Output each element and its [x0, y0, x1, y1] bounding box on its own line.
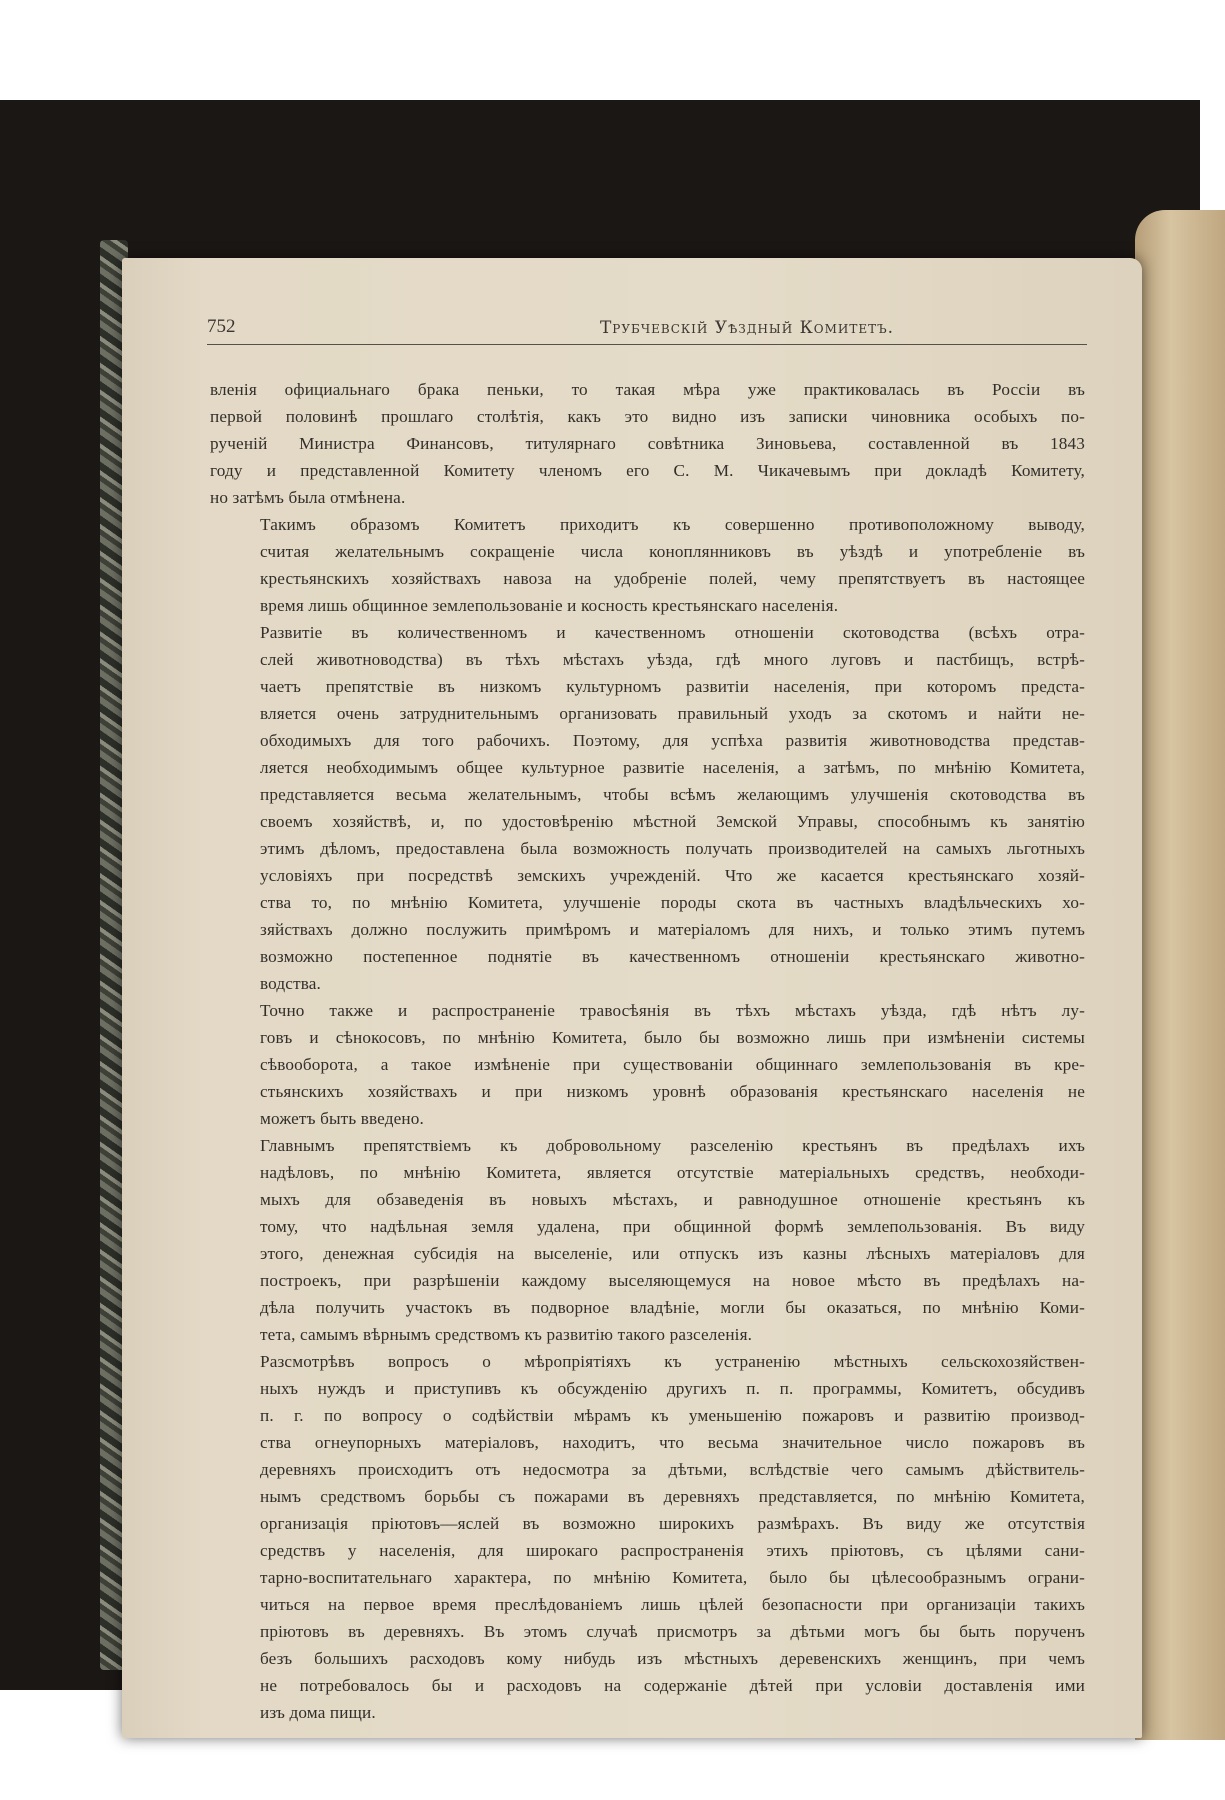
text-line: ляется необходимымъ общее культурное развитіе населенія, а затѣмъ, по мнѣнію Комитета,	[260, 758, 1085, 777]
text-line: крестьянскихъ хозяйствахъ навоза на удобреніе полей, чему препятствуетъ въ настоящее	[260, 569, 1085, 588]
text-line: вляется очень затруднительнымъ организовать правильный уходъ за скотомъ и найти не-	[260, 704, 1085, 723]
text-line: возможно постепенное поднятіе въ качественномъ отношеніи крестьянскаго животно-	[260, 947, 1085, 966]
text-line: ства огнеупорныхъ матеріаловъ, находитъ, что весьма значительное число пожаровъ въ	[260, 1433, 1085, 1452]
paragraph	[210, 1348, 1085, 1726]
body-text	[210, 376, 1085, 1726]
text-line: стьянскихъ хозяйствахъ и при низкомъ уровнѣ образованія крестьянскаго населенія не	[260, 1082, 1085, 1101]
text-line: первой половинѣ прошлаго столѣтія, какъ это видно изъ записки чиновника особыхъ по-	[210, 407, 1085, 426]
text-line: считая желательнымъ сокращеніе числа коноплянниковъ въ уѣздѣ и употребленіе въ	[260, 542, 1085, 561]
page-number: 752	[207, 316, 236, 337]
text-line: мыхъ для обзаведенія въ новыхъ мѣстахъ, и равнодушное отношеніе крестьянъ къ	[260, 1190, 1085, 1209]
text-line: не потребовалось бы и расходовъ на содержаніе дѣтей при условіи доставленія ими	[260, 1676, 1085, 1695]
text-line: своемъ хозяйствѣ, и, по удостовѣренію мѣстной Земской Управы, способнымъ къ занятію	[260, 812, 1085, 831]
text-line: дѣла получить участокъ въ подворное владѣніе, могли бы оказаться, по мнѣнію Коми-	[260, 1298, 1085, 1317]
text-line: организація пріютовъ—яслей въ возможно широкихъ размѣрахъ. Въ виду же отсутствія	[260, 1514, 1085, 1533]
text-line: этого, денежная субсидія на выселеніе, или отпускъ изъ казны лѣсныхъ матеріаловъ для	[260, 1244, 1085, 1263]
text-line: надѣловъ, по мнѣнію Комитета, является отсутствіе матеріальныхъ средствъ, необходи-	[260, 1163, 1085, 1182]
paragraph	[210, 1132, 1085, 1348]
text-line: но затѣмъ была отмѣнена.	[210, 488, 406, 507]
text-line: пріютовъ въ деревняхъ. Въ этомъ случаѣ присмотръ за дѣтьми могъ бы быть порученъ	[260, 1622, 1085, 1641]
text-line: Точно также и распространеніе травосѣянія въ тѣхъ мѣстахъ уѣзда, гдѣ нѣтъ лу-	[260, 1001, 1085, 1020]
text-line: изъ дома пищи.	[260, 1703, 376, 1722]
photo-background	[0, 100, 1200, 1722]
text-line: ныхъ нуждъ и приступивъ къ обсужденію другихъ п. п. программы, Комитетъ, обсудивъ	[260, 1379, 1085, 1398]
text-line: читься на первое время преслѣдованіемъ лишь цѣлей безопасности при организаціи такихъ	[260, 1595, 1085, 1614]
text-line: Разсмотрѣвъ вопросъ о мѣропріятіяхъ къ устраненію мѣстныхъ сельскохозяйствен-	[260, 1352, 1085, 1371]
text-line: обходимыхъ для того рабочихъ. Поэтому, для успѣха развитія животноводства представ-	[260, 731, 1085, 750]
text-line: время лишь общинное землепользованіе и косность крестьянскаго населенія.	[260, 596, 839, 615]
text-line: Такимъ образомъ Комитетъ приходитъ къ совершенно противоположному выводу,	[260, 515, 1085, 534]
text-line: зяйствахъ должно послужить примѣромъ и матеріаломъ для нихъ, и только этимъ путемъ	[260, 920, 1085, 939]
text-line: можетъ быть введено.	[260, 1109, 424, 1128]
text-line: средствъ у населенія, для широкаго распространенія этихъ пріютовъ, съ цѣлями сани-	[260, 1541, 1085, 1560]
text-line: сѣвооборота, а такое измѣненіе при существованіи общиннаго землепользованія въ кре-	[260, 1055, 1085, 1074]
text-line: этимъ дѣломъ, предоставлена была возможность получать производителей на самыхъ льготныхъ	[260, 839, 1085, 858]
text-line: условіяхъ при посредствѣ земскихъ учрежденій. Что же касается крестьянскаго хозяй-	[260, 866, 1085, 885]
text-line: безъ большихъ расходовъ кому нибудь изъ мѣстныхъ деревенскихъ женщинъ, при чемъ	[260, 1649, 1085, 1668]
running-head: Трубчевскій Уѣздный Комитетъ.	[599, 318, 895, 338]
paragraph	[210, 376, 1085, 511]
text-line: деревняхъ происходитъ отъ недосмотра за дѣтьми, вслѣдствіе чего самымъ дѣйствитель-	[260, 1460, 1085, 1479]
text-line: тарно-воспитательнаго характера, по мнѣнію Комитета, было бы цѣлесообразнымъ ограни-	[260, 1568, 1085, 1587]
text-line: ручeній Министра Финансовъ, титулярнаго совѣтника Зиновьева, составленной въ 1843	[210, 434, 1085, 453]
text-line: представляется весьма желательнымъ, чтобы всѣмъ желающимъ улучшенія скотоводства въ	[260, 785, 1085, 804]
text-line: году и представленной Комитету членомъ его С. М. Чикачевымъ при докладѣ Комитету,	[210, 461, 1085, 480]
text-line: Главнымъ препятствіемъ къ добровольному разселенію крестьянъ въ предѣлахъ ихъ	[260, 1136, 1085, 1155]
text-line: п. г. по вопросу о содѣйствіи мѣрамъ къ уменьшенію пожаровъ и развитію производ-	[260, 1406, 1085, 1425]
adjacent-page-edge	[1135, 210, 1225, 1740]
text-line: говъ и сѣнокосовъ, по мнѣнію Комитета, было бы возможно лишь при измѣненіи системы	[260, 1028, 1085, 1047]
text-line: тому, что надѣльная земля удалена, при общинной формѣ землепользованія. Въ виду	[260, 1217, 1085, 1236]
page-header	[207, 316, 1087, 345]
paragraph	[210, 997, 1085, 1132]
book-page	[122, 258, 1142, 1738]
text-line: слей животноводства) въ тѣхъ мѣстахъ уѣзда, гдѣ много луговъ и пастбищъ, встрѣ-	[260, 650, 1085, 669]
text-line: ства то, по мнѣнію Комитета, улучшеніе породы скота въ частныхъ владѣльческихъ хо-	[260, 893, 1085, 912]
paragraph	[210, 619, 1085, 997]
text-line: нымъ средствомъ борьбы съ пожарами въ деревняхъ представляется, по мнѣнію Комитета,	[260, 1487, 1085, 1506]
text-line: чаетъ препятствіе въ низкомъ культурномъ развитіи населенія, при которомъ предста-	[260, 677, 1085, 696]
text-line: тета, самымъ вѣрнымъ средствомъ къ развитію такого разселенія.	[260, 1325, 753, 1344]
text-line: водства.	[260, 974, 321, 993]
paragraph	[210, 511, 1085, 619]
text-line: вленія официальнаго брака пеньки, то такая мѣра уже практиковалась въ Россіи въ	[210, 380, 1085, 399]
text-line: построекъ, при разрѣшеніи каждому выселяющемуся на новое мѣсто въ предѣлахъ на-	[260, 1271, 1085, 1290]
text-line: Развитіе въ количественномъ и качественномъ отношеніи скотоводства (всѣхъ отра-	[260, 623, 1085, 642]
